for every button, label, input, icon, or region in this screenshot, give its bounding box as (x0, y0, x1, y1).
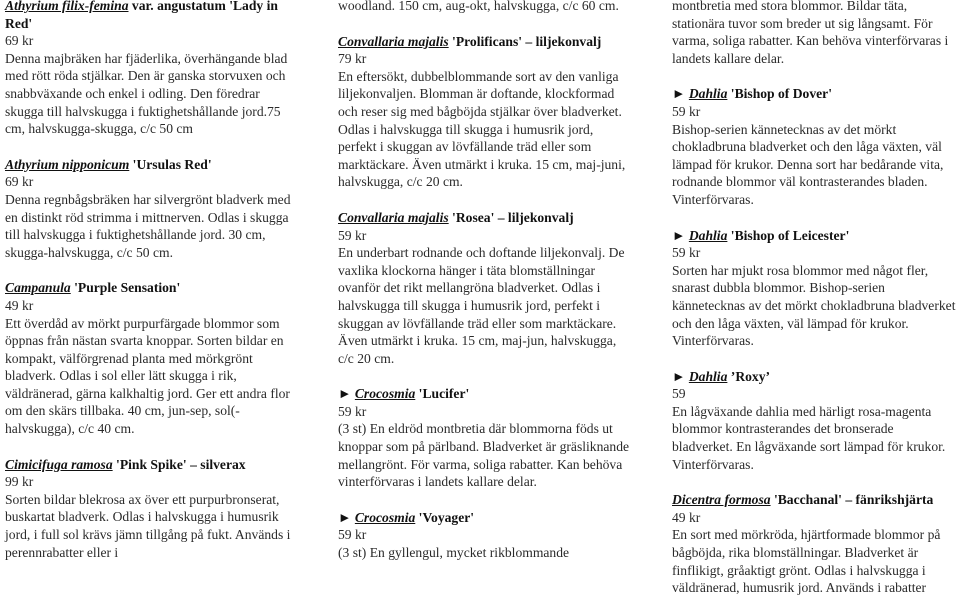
plant-description: montbretia med stora blommor. Bildar täta, stationära tuvor som breder ut sig långsamt. För varma, soliga rabatter. Kan behöva vinterförvaras i landets kallare delar. (672, 0, 949, 66)
plant-price: 49 kr (672, 509, 701, 525)
plant-cultivar: 'Lucifer' (415, 386, 470, 402)
plant-genus: Dahlia (688, 368, 728, 384)
plant-price: 59 (672, 386, 686, 402)
plant-title (672, 492, 933, 507)
plant-price: 69 kr (5, 33, 34, 49)
plant-entry (672, 368, 956, 474)
plant-price: 49 kr (5, 297, 34, 313)
plant-genus: Dahlia (688, 86, 728, 102)
plant-title (338, 210, 574, 225)
plant-price: 59 kr (338, 403, 367, 419)
plant-genus: Convallaria majalis (338, 33, 449, 49)
plant-price: 59 kr (338, 227, 367, 243)
plant-description: Sorten har mjukt rosa blommor med något fler, snarast dubbla blommor. Bishop-serien kännetecknas av det mörkt chokladbruna bladverket och den låga växten, väl lämpad för krukor. Vinterförvaras. (672, 262, 956, 349)
plant-price: 59 kr (672, 245, 701, 261)
plant-title (672, 369, 770, 384)
arrow-icon: ► (338, 509, 355, 525)
plant-title (672, 86, 832, 101)
plant-entry (338, 385, 630, 491)
plant-description: (3 st) En eldröd montbretia där blommorna föds ut knoppar som på pärlband. Bladverket är gräsliknande mellangrönt. För varma, soliga rabatter. Kan behöva vinterförvaras i landets kallare delar. (338, 421, 630, 490)
plant-description: En eftersökt, dubbelblommande sort av den vanliga liljekonvaljen. Blomman är doftande, klockformad och reser sig med bågböjda stjälkar över bladverket. Odlas i halvskugga till skugga i humusrik jord, perfekt i skuggan av lövfällande träd eller som marktäckare. Även utmärkt i kruka. 15 cm, maj-juni, halvskugga, c/c 20 cm. (338, 68, 626, 190)
plant-price: 99 kr (5, 474, 34, 490)
plant-entry (672, 491, 956, 597)
plant-description: Bishop-serien kännetecknas av det mörkt chokladbruna bladverket och den låga växten, väl lämpad för krukor. Denna sort har bedårande vita, rodnande blommor väl kontrasterandes bladen. Vinterförvaras. (672, 121, 944, 207)
plant-cultivar: 'Purple Sensation' (70, 280, 181, 296)
plant-entry (338, 509, 630, 562)
plant-description: Denna majbräken har fjäderlika, överhängande blad med rött röda stjälkar. Den är ganska storvuxen och snabbväxande och enkel i odling. Den föredrar skugga till halvskugga i fuktighetshållande jord.75 cm, halvskugga-skugga, c/c 50 cm (5, 50, 288, 137)
plant-title (5, 0, 278, 31)
plant-genus: Dicentra formosa (672, 492, 771, 508)
plant-title (5, 280, 180, 295)
plant-description: woodland. 150 cm, aug-okt, halvskugga, c/c 60 cm. (338, 0, 619, 13)
plant-entry (5, 279, 297, 437)
plant-cultivar: 'Rosea' – liljekonvalj (448, 209, 574, 225)
plant-entry-continued (338, 0, 630, 15)
plant-entry (5, 456, 297, 562)
plant-cultivar: 'Bishop of Leicester' (727, 227, 850, 243)
plant-genus: Cimicifuga ramosa (5, 456, 113, 472)
plant-entry (672, 227, 956, 350)
plant-title (672, 228, 849, 243)
plant-description: Denna regnbågsbräken har silvergrönt bladverk med en distinkt röd strimma i mittnerven. Odlas i skugga till halvskugga i fuktighetshållande jord. 30 cm, skugga-halvskugga, c/c 50 cm. (5, 191, 291, 260)
plant-cultivar: 'Ursulas Red' (129, 156, 212, 172)
plant-genus: Athyrium nipponicum (5, 156, 130, 172)
plant-price: 59 kr (338, 527, 367, 543)
plant-title (338, 510, 474, 525)
plant-cultivar: var. angustatum 'Lady in Red' (5, 0, 278, 31)
plant-cultivar: ’Roxy’ (727, 368, 771, 384)
plant-title (338, 34, 601, 49)
column-2 (338, 0, 630, 580)
plant-entry (5, 0, 297, 138)
arrow-icon: ► (672, 227, 689, 243)
plant-genus: Crocosmia (354, 386, 416, 402)
plant-description: Ett överdåd av mörkt purpurfärgade blommor som öppnas från nästan svarta knoppar. Sorten bildar en kompakt, välförgrenad planta med mörkgrönt bladverk. Odlas i sol eller lätt skugga i rik, väldränerad, gärna kalkhaltig jord. Ger ett andra flor om den skärs tillbaka. 40 cm, jun-sep, sol(-halvskugga), c/c 40 cm. (5, 315, 290, 437)
plant-price: 69 kr (5, 174, 34, 190)
plant-cultivar: 'Voyager' (415, 509, 475, 525)
plant-genus: Dahlia (688, 227, 728, 243)
plant-cultivar: 'Bacchanal' – fänrikshjärta (770, 492, 934, 508)
plant-title (5, 457, 246, 472)
plant-entry (338, 33, 630, 191)
plant-price: 79 kr (338, 51, 367, 67)
plant-description: En lågväxande dahlia med härligt rosa-magenta blommor kontrasterandes det bronserade bladverket. En lågväxande sort lämpad för krukor. Vinterförvaras. (672, 403, 946, 472)
plant-entry (338, 209, 630, 367)
plant-genus: Campanula (5, 280, 71, 296)
arrow-icon: ► (338, 386, 355, 402)
plant-genus: Convallaria majalis (338, 209, 449, 225)
plant-description: Sorten bildar blekrosa ax över ett purpurbronserat, buskartat bladverk. Odlas i halvskugga i humusrik jord, i full sol krävs jämn tillgång på fukt. Används i perennrabatter eller i (5, 491, 291, 560)
plant-description: (3 st) En gyllengul, mycket rikblommande (338, 545, 570, 561)
plant-entry (672, 85, 956, 208)
plant-genus: Athyrium filix-femina (5, 0, 129, 13)
column-3 (672, 0, 956, 615)
column-1 (5, 0, 297, 579)
plant-description: En underbart rodnande och doftande liljekonvalj. De vaxlika klockorna hänger i täta blomställningar ovanför det rikt mellangröna bladverket. Odlas i halvskugga till skugga i humusrik jord, perfekt i skuggan av lövfällande träd eller som marktäckare. Även utmärkt i kruka. 15 cm, maj-jun, halvskugga, c/c 20 cm. (338, 245, 625, 366)
plant-entry-continued (672, 0, 956, 67)
plant-price: 59 kr (672, 103, 701, 119)
plant-cultivar: 'Pink Spike' – silverax (112, 456, 246, 472)
plant-title (338, 386, 469, 401)
plant-description: En sort med mörkröda, hjärtformade blommor på bågböjda, rika blomställningar. Bladverket är finflikigt, gråaktigt grönt. Odlas i halvskugga i väldränerad, humusrik jord. Används i rabatter (672, 527, 941, 596)
plant-entry (5, 156, 297, 262)
arrow-icon: ► (672, 368, 689, 384)
plant-genus: Crocosmia (354, 509, 416, 525)
plant-cultivar: 'Bishop of Dover' (727, 86, 832, 102)
plant-cultivar: 'Prolificans' – liljekonvalj (448, 33, 602, 49)
plant-title (5, 157, 212, 172)
arrow-icon: ► (672, 86, 689, 102)
